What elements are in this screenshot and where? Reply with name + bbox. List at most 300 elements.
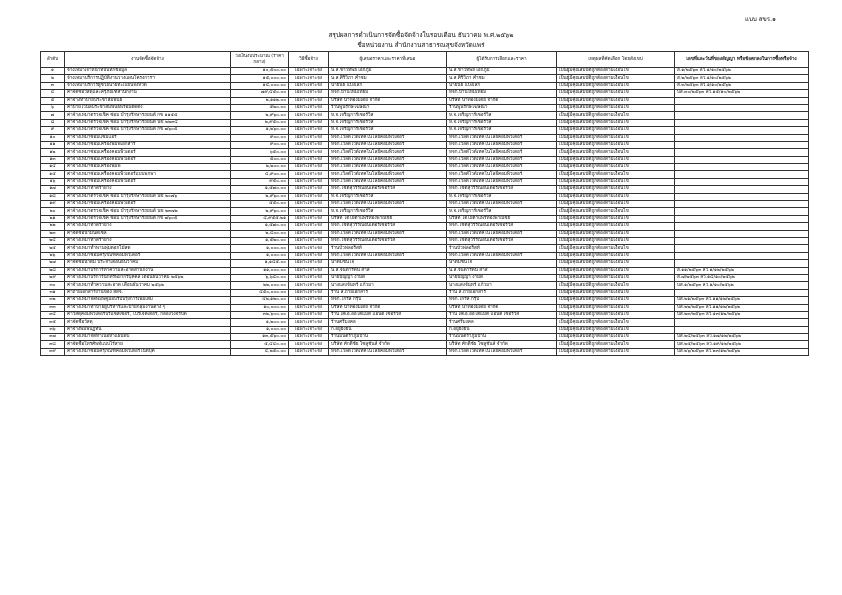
col-bidders-cell: หจก.เวิลด์ไวด์เทคโนโลยีคอมพิวเตอร์ bbox=[329, 141, 447, 148]
col-method-cell: เฉพาะเจาะจง bbox=[289, 326, 329, 333]
col-reason-cell: เป็นผู้มีคุณสมบัติถูกต้องตามเงื่อนไข bbox=[557, 289, 675, 296]
col-winner-cell: ร้านบัวฟลอริสท์ bbox=[447, 245, 557, 252]
table-row bbox=[41, 260, 809, 267]
col-budget-cell: ๑๐,๐๐๐.๐๐ bbox=[231, 304, 289, 311]
agency-name: ชื่อหน่วยงาน สำนักงานสาธารณสุขจังหวัดแพร่ bbox=[357, 41, 485, 49]
col-budget-header: วงเงินงบประมาณ (ราคากลาง) bbox=[231, 52, 289, 68]
col-no-cell: ๑๐ bbox=[41, 134, 65, 141]
col-no-cell: ๓๔ bbox=[41, 311, 65, 318]
col-budget-cell: ๑๕,๐๐๐.๐๐ bbox=[231, 75, 289, 82]
col-reason-cell: เป็นผู้มีคุณสมบัติถูกต้องตามเงื่อนไข bbox=[557, 97, 675, 104]
col-method-cell: เฉพาะเจาะจง bbox=[289, 348, 329, 355]
col-reason-cell: เป็นผู้มีคุณสมบัติถูกต้องตามเงื่อนไข bbox=[557, 201, 675, 208]
col-bidders-cell: หจก.เวิลด์ไวด์เทคโนโลยีคอมพิวเตอร์ bbox=[329, 164, 447, 171]
col-winner-cell: บริษัท น้ำทองมีเดีย จำกัด bbox=[447, 97, 557, 104]
col-contract-cell: บส.๑/๒๕๖๓ ลว.๑/๑๐/๒๕๖๒ bbox=[675, 282, 809, 289]
col-item-cell: ค่าจ้างเหมาซ่อมเครื่องคอมพิวเตอร์ bbox=[65, 201, 231, 208]
col-budget-cell: ๑๔,๐๐๐.๐๐ bbox=[231, 82, 289, 89]
col-budget-cell: ๒,๙๖๐.๐๐ bbox=[231, 193, 289, 200]
col-no-header: ลำดับ bbox=[41, 52, 65, 68]
col-reason-cell: เป็นผู้มีคุณสมบัติถูกต้องตามเงื่อนไข bbox=[557, 119, 675, 126]
col-reason-cell: เป็นผู้มีคุณสมบัติถูกต้องตามเงื่อนไข bbox=[557, 75, 675, 82]
table-row bbox=[41, 178, 809, 185]
col-method-cell: เฉพาะเจาะจง bbox=[289, 112, 329, 119]
col-method-cell: เฉพาะเจาะจง bbox=[289, 215, 329, 222]
col-reason-cell: เป็นผู้มีคุณสมบัติถูกต้องตามเงื่อนไข bbox=[557, 245, 675, 252]
col-budget-cell: ๔๕๐,๐๐๐.๐๐ bbox=[231, 289, 289, 296]
table-row bbox=[41, 297, 809, 304]
table-row bbox=[41, 208, 809, 215]
table-row bbox=[41, 326, 809, 333]
col-no-cell: ๒๘ bbox=[41, 267, 65, 274]
col-winner-cell: หจก.เวิลด์ไวด์เทคโนโลยีคอมพิวเตอร์ bbox=[447, 149, 557, 156]
col-contract-cell: ส.๓/๒๕๖๓ ลว.๑/๑๐/๒๕๖๒ bbox=[675, 82, 809, 89]
table-row bbox=[41, 104, 809, 111]
col-winner-cell: หจก.เวิลด์ไวด์เทคโนโลยีคอมพิวเตอร์ bbox=[447, 252, 557, 259]
col-winner-cell: ห.จ.เจริญการ์เซอร์วิส bbox=[447, 119, 557, 126]
col-item-cell: ค่าจ้างเหมาตรวจเช็ค ซ่อม บำรุงรักษารถยนต์ กข ๗๖๐๕ bbox=[65, 127, 231, 134]
col-winner-header: ผู้ได้รับการเลือกและราคา bbox=[447, 52, 557, 68]
col-contract-cell bbox=[675, 215, 809, 222]
col-reason-cell: เป็นผู้มีคุณสมบัติถูกต้องตามเงื่อนไข bbox=[557, 208, 675, 215]
col-winner-cell: ร้าน ส.ถ่ายเอกสาร bbox=[447, 289, 557, 296]
col-winner-cell: นางแสงจันทร์ แก้วมา bbox=[447, 282, 557, 289]
col-item-cell: ค่าจ้างเหมาตรวจเช็ค ซ่อม บำรุงรักษารถยนต์ นข ๒๓๗๒ bbox=[65, 208, 231, 215]
col-no-cell: ๓๐ bbox=[41, 282, 65, 289]
col-no-cell: ๓๕ bbox=[41, 319, 65, 326]
col-item-cell: ค่าจ้างเหมาทำตรายาง bbox=[65, 237, 231, 244]
table-row bbox=[41, 171, 809, 178]
table-row bbox=[41, 237, 809, 244]
col-method-cell: เฉพาะเจาะจง bbox=[289, 297, 329, 304]
col-no-cell: ๓๑ bbox=[41, 289, 65, 296]
col-reason-cell: เป็นผู้มีคุณสมบัติถูกต้องตามเงื่อนไข bbox=[557, 156, 675, 163]
col-budget-cell: ๗๙,๔๕๐.๐๐ bbox=[231, 90, 289, 97]
col-no-cell: ๓ bbox=[41, 82, 65, 89]
col-contract-cell bbox=[675, 193, 809, 200]
col-reason-cell: เป็นผู้มีคุณสมบัติถูกต้องตามเงื่อนไข bbox=[557, 215, 675, 222]
col-no-cell: ๑๒ bbox=[41, 149, 65, 156]
col-item-cell: ค่าจ้างเหมาบริการทำความสะอาดสำนักงาน bbox=[65, 267, 231, 274]
table-row bbox=[41, 341, 809, 348]
col-contract-cell bbox=[675, 289, 809, 296]
col-bidders-cell: หจก.เวิลด์ไวด์เทคโนโลยีคอมพิวเตอร์ bbox=[329, 230, 447, 237]
col-no-cell: ๑๕ bbox=[41, 171, 65, 178]
col-bidders-cell: ห.จ.เจริญการ์เซอร์วิส bbox=[329, 112, 447, 119]
col-method-cell: เฉพาะเจาะจง bbox=[289, 90, 329, 97]
col-bidders-cell: ห.จ.เจริญการ์เซอร์วิส bbox=[329, 127, 447, 134]
col-bidders-cell: น.ส.ชาวทิพย์ เอกภูมิ bbox=[329, 68, 447, 75]
col-winner-cell: ร้าน เคเอ.ออโต้แมติ แอนด์ เซอร์วิส bbox=[447, 311, 557, 318]
col-reason-header: เหตุผลที่คัดเลือก โดยสังเขป bbox=[557, 52, 675, 68]
col-item-cell: ค่าจ้างเหมาซ่อมเครื่องคอมพิวเตอร์ bbox=[65, 178, 231, 185]
col-no-cell: ๑ bbox=[41, 68, 65, 75]
col-no-cell: ๑๖ bbox=[41, 178, 65, 185]
col-winner-cell: นายนิธิ แปงเล็ก bbox=[447, 82, 557, 89]
col-bidders-cell: บริษัท โตโยต้าแพร่ทองพาณิชย์ bbox=[329, 215, 447, 222]
col-contract-cell: ส.๒/๒๕๖๓ ลว.๑/๑๐/๒๕๖๒ bbox=[675, 75, 809, 82]
col-budget-cell: ๑,๒๖๐.๐๐ bbox=[231, 127, 289, 134]
col-budget-cell: ๖๕๐.๐๐ bbox=[231, 149, 289, 156]
col-no-cell: ๒๙ bbox=[41, 274, 65, 281]
col-method-cell: เฉพาะเจาะจง bbox=[289, 201, 329, 208]
col-bidders-cell: หจก.เวิลด์ไวด์เทคโนโลยีคอมพิวเตอร์ bbox=[329, 134, 447, 141]
col-no-cell: ๒๒ bbox=[41, 223, 65, 230]
col-budget-cell: ๕๐๐.๐๐ bbox=[231, 156, 289, 163]
col-budget-cell: ๔,๒๕๐.๐๐ bbox=[231, 348, 289, 355]
col-winner-cell: น้ำดื่มชินโจ bbox=[447, 260, 557, 267]
col-item-cell: จ้างเหมาบริการปฏิบัติงานวางแผนโครงการฯ bbox=[65, 75, 231, 82]
col-no-cell: ๓๒ bbox=[41, 297, 65, 304]
col-winner-cell: หจก.เวิลด์ไวด์เทคโนโลยีคอมพิวเตอร์ bbox=[447, 156, 557, 163]
col-budget-cell: ๒,๔๐๐.๐๐ bbox=[231, 230, 289, 237]
col-bidders-cell: น้ำดื่มชินโจ bbox=[329, 260, 447, 267]
col-bidders-cell: หจก.โกรลิ์ กรุ๊ป bbox=[329, 297, 447, 304]
table-header-row bbox=[41, 52, 809, 68]
col-budget-cell: ๙๐๐.๐๐ bbox=[231, 141, 289, 148]
col-method-cell: เฉพาะเจาะจง bbox=[289, 149, 329, 156]
col-reason-cell: เป็นผู้มีคุณสมบัติถูกต้องตามเงื่อนไข bbox=[557, 267, 675, 274]
col-winner-cell: ห.จ.เจริญการ์เซอร์วิส bbox=[447, 127, 557, 134]
table-row bbox=[41, 289, 809, 296]
col-contract-cell: บส.๒๕/๒๕๖๓ ลว.๑๙/๑๒/๒๕๖๒ bbox=[675, 341, 809, 348]
col-no-cell: ๑๘ bbox=[41, 193, 65, 200]
col-reason-cell: เป็นผู้มีคุณสมบัติถูกต้องตามเงื่อนไข bbox=[557, 68, 675, 75]
table-row bbox=[41, 141, 809, 148]
col-item-cell: ค่าจัดซื้อโทรศัพท์แบบไร้สาย bbox=[65, 341, 231, 348]
table-row bbox=[41, 245, 809, 252]
col-contract-cell bbox=[675, 201, 809, 208]
col-winner-cell: บริษัท ศักดิ์ชัย โซลูชั่นส์ จำกัด bbox=[447, 341, 557, 348]
col-method-cell: เฉพาะเจาะจง bbox=[289, 282, 329, 289]
col-item-cell: จ้างเหมาบริการผู้ช่วยนายทะเบียนจังหวัด bbox=[65, 82, 231, 89]
col-method-cell: เฉพาะเจาะจง bbox=[289, 178, 329, 185]
col-budget-cell: ๒,๙๖๐.๐๐ bbox=[231, 208, 289, 215]
col-method-cell: เฉพาะเจาะจง bbox=[289, 141, 329, 148]
col-item-cell: ค่าจ้างเหมาซ่อมเครื่องพิมพ์ bbox=[65, 164, 231, 171]
table-row bbox=[41, 267, 809, 274]
col-no-cell: ๒๓ bbox=[41, 230, 65, 237]
col-method-cell: เฉพาะเจาะจง bbox=[289, 186, 329, 193]
col-budget-cell: ๔,๙๐๐.๐๐ bbox=[231, 171, 289, 178]
table-row bbox=[41, 75, 809, 82]
col-contract-cell: บส.๒๔/๒๕๖๓ ลว.๑๗/๑๒/๒๕๖๒ bbox=[675, 334, 809, 341]
col-bidders-cell: หจก.โชติสุวรรณอินเตอร์เซอร์วิส bbox=[329, 186, 447, 193]
col-method-cell: เฉพาะเจาะจง bbox=[289, 252, 329, 259]
col-item-cell: ค่าจ้างเหมาซ่อมเครื่องคอมพิวเตอร์แบบพกพา bbox=[65, 171, 231, 178]
col-bidders-cell: ร้าน ส.ถ่ายเอกสาร bbox=[329, 289, 447, 296]
table-row bbox=[41, 82, 809, 89]
col-reason-cell: เป็นผู้มีคุณสมบัติถูกต้องตามเงื่อนไข bbox=[557, 141, 675, 148]
col-contract-cell bbox=[675, 119, 809, 126]
table-row bbox=[41, 149, 809, 156]
col-contract-cell: บส.๓๐/๒๕๖๓ ลว.๑๕/๑๐/๒๕๖๒ bbox=[675, 90, 809, 97]
col-budget-cell: ๑,๕๒๐.๐๐ bbox=[231, 237, 289, 244]
col-no-cell: ๓๘ bbox=[41, 341, 65, 348]
table-row bbox=[41, 230, 809, 237]
report-title: สรุปผลการดำเนินการจัดซื้อจัดจ้างในรอบเดือน ธันวาคม พ.ศ.๒๕๖๒ bbox=[328, 31, 514, 39]
col-reason-cell: เป็นผู้มีคุณสมบัติถูกต้องตามเงื่อนไข bbox=[557, 274, 675, 281]
col-item-cell: ค่าจ้างเหมาตรวจเช็ค ซ่อม บำรุงรักษารถยนต์ กข ๑๑๕๕ bbox=[65, 112, 231, 119]
col-budget-cell: ๑,๒๐๐.๐๐ bbox=[231, 319, 289, 326]
table-row bbox=[41, 193, 809, 200]
table-row bbox=[41, 156, 809, 163]
procurement-table bbox=[40, 51, 809, 356]
table-row bbox=[41, 164, 809, 171]
col-contract-cell bbox=[675, 164, 809, 171]
col-no-cell: ๒๗ bbox=[41, 260, 65, 267]
col-method-cell: เฉพาะเจาะจง bbox=[289, 311, 329, 318]
col-item-cell: ค่าจ้างเหมาจัดพิมพ์คู่มือปรับปรุงการเพิ่มเติม bbox=[65, 297, 231, 304]
col-bidders-header: ผู้เสนอราคาและราคาที่เสนอ bbox=[329, 52, 447, 68]
col-reason-cell: เป็นผู้มีคุณสมบัติถูกต้องตามเงื่อนไข bbox=[557, 193, 675, 200]
col-reason-cell: เป็นผู้มีคุณสมบัติถูกต้องตามเงื่อนไข bbox=[557, 260, 675, 267]
col-budget-cell: ๕๕๐.๐๐ bbox=[231, 201, 289, 208]
col-winner-cell: ร้านศรีมงคล bbox=[447, 319, 557, 326]
col-winner-cell: หจก.โชติสุวรรณอินเตอร์เซอร์วิส bbox=[447, 186, 557, 193]
col-method-cell: เฉพาะเจาะจง bbox=[289, 237, 329, 244]
col-reason-cell: เป็นผู้มีคุณสมบัติถูกต้องตามเงื่อนไข bbox=[557, 252, 675, 259]
col-winner-cell: หจก.เวิลด์ไวด์เทคโนโลยีคอมพิวเตอร์ bbox=[447, 171, 557, 178]
table-row bbox=[41, 252, 809, 259]
col-item-cell: ค่าจัดซื้อวัสดุและครุภัณฑ์สำนักงาน bbox=[65, 90, 231, 97]
col-contract-cell: บส.๒๓/๒๕๖๓ ลว.๑๓/๑๒/๒๕๖๒ bbox=[675, 311, 809, 318]
col-reason-cell: เป็นผู้มีคุณสมบัติถูกต้องตามเงื่อนไข bbox=[557, 149, 675, 156]
col-budget-cell: ๙๕๐.๐๐ bbox=[231, 178, 289, 185]
col-budget-cell: ๑,๐๐๐.๐๐ bbox=[231, 252, 289, 259]
col-contract-cell bbox=[675, 127, 809, 134]
col-winner-cell: ห.จ.เจริญการ์เซอร์วิส bbox=[447, 112, 557, 119]
col-method-cell: เฉพาะเจาะจง bbox=[289, 82, 329, 89]
col-contract-cell bbox=[675, 149, 809, 156]
col-item-cell: ค่าจ้างเหมาจัดทำเนื้อหาแผ่นพับ bbox=[65, 334, 231, 341]
table-row bbox=[41, 348, 809, 355]
col-bidders-cell: บริษัท น้ำทองมีเดีย จำกัด bbox=[329, 97, 447, 104]
col-contract-cell bbox=[675, 186, 809, 193]
table-row bbox=[41, 334, 809, 341]
col-budget-cell: ๑,๕๗๐.๐๐ bbox=[231, 186, 289, 193]
col-budget-cell: ๕,๔๔๐.๐๐ bbox=[231, 341, 289, 348]
col-contract-cell bbox=[675, 134, 809, 141]
col-reason-cell: เป็นผู้มีคุณสมบัติถูกต้องตามเงื่อนไข bbox=[557, 297, 675, 304]
col-budget-cell: ๒๒,๐๐๐.๐๐ bbox=[231, 282, 289, 289]
col-method-cell: เฉพาะเจาะจง bbox=[289, 267, 329, 274]
col-reason-cell: เป็นผู้มีคุณสมบัติถูกต้องตามเงื่อนไข bbox=[557, 178, 675, 185]
col-no-cell: ๒๖ bbox=[41, 252, 65, 259]
col-contract-cell bbox=[675, 223, 809, 230]
col-winner-cell: หจก.โชติสุวรรณอินเตอร์เซอร์วิส bbox=[447, 237, 557, 244]
col-item-cell: ค่าจ้างเหมาทำความสะอาด เดือนธันวาคม ๒๕๖๒ bbox=[65, 282, 231, 289]
table-row bbox=[41, 304, 809, 311]
col-item-cell: ค่าจัดซื้อวัสดุ bbox=[65, 319, 231, 326]
col-item-cell: ค่าจ้างเหมาซ่อมครุภัณฑ์คอมพิวเตอร์ bbox=[65, 252, 231, 259]
col-reason-cell: เป็นผู้มีคุณสมบัติถูกต้องตามเงื่อนไข bbox=[557, 282, 675, 289]
col-item-cell: จ้างเหมาเจ้าหน้าที่บันทึกข้อมูล bbox=[65, 68, 231, 75]
col-method-header: วิธีซื้อจ้าง bbox=[289, 52, 329, 68]
col-no-cell: ๗ bbox=[41, 112, 65, 119]
col-contract-cell bbox=[675, 97, 809, 104]
col-bidders-cell: ร้านศรีมงคล bbox=[329, 319, 447, 326]
table-row bbox=[41, 282, 809, 289]
table-row bbox=[41, 119, 809, 126]
col-item-cell: ค่าจ้างเหมาซ่อมเครื่องคอมพิวเตอร์ bbox=[65, 156, 231, 163]
col-winner-cell: ก.อยู่ยั่งยืน bbox=[447, 326, 557, 333]
col-bidders-cell: บริษัท น้ำทองมีเดีย จำกัด bbox=[329, 304, 447, 311]
col-contract-cell bbox=[675, 112, 809, 119]
col-method-cell: เฉพาะเจาะจง bbox=[289, 164, 329, 171]
col-budget-cell: ๒,๙๕๐.๐๐ bbox=[231, 119, 289, 126]
col-contract-cell: ส.๗/๒๕๖๓ ลว.๑๔/๑๐/๒๕๖๒ bbox=[675, 274, 809, 281]
col-budget-cell: ๔,๙๕๕.๒๑ bbox=[231, 215, 289, 222]
col-bidders-cell: ห.จ.เจริญการ์เซอร์วิส bbox=[329, 193, 447, 200]
col-item-cell: ค่าจ้างเหมาซ่อมแซมแอร์ bbox=[65, 134, 231, 141]
col-winner-cell: ร้านมนตราภูมิบ้าน bbox=[447, 334, 557, 341]
col-winner-cell: หจก.โกรลิ์ กรุ๊ป bbox=[447, 297, 557, 304]
col-contract-cell bbox=[675, 326, 809, 333]
col-contract-cell bbox=[675, 208, 809, 215]
col-item-cell: ค่าจ้างเหมาทำป้ายผู้บริหารและป้ายกลุ่มงานต่าง ๆ bbox=[65, 304, 231, 311]
col-bidders-cell: น.ส.ศิริวิภา คำชม bbox=[329, 75, 447, 82]
col-winner-cell: น.ส.ชาวทิพย์ เอกภูมิ bbox=[447, 68, 557, 75]
col-winner-cell: หจก.เวิลด์ไวด์เทคโนโลยีคอมพิวเตอร์ bbox=[447, 141, 557, 148]
col-method-cell: เฉพาะเจาะจง bbox=[289, 230, 329, 237]
col-method-cell: เฉพาะเจาะจง bbox=[289, 171, 329, 178]
col-winner-cell: ห.จ.เจริญการ์เซอร์วิส bbox=[447, 208, 557, 215]
col-bidders-cell: ร้าน เคเอ.ออโต้แมติ แอนด์ เซอร์วิส bbox=[329, 311, 447, 318]
col-contract-header: เลขที่และวันที่ของสัญญา หรือข้อตกลงในการซื้อหรือจ้าง bbox=[675, 52, 809, 68]
col-contract-cell: บส.๒๖/๒๕๖๓ ลว.๒๓/๑๒/๒๕๖๒ bbox=[675, 348, 809, 355]
table-row bbox=[41, 215, 809, 222]
table-row bbox=[41, 319, 809, 326]
col-budget-cell: ๙๐๐.๐๐ bbox=[231, 134, 289, 141]
col-no-cell: ๑๔ bbox=[41, 164, 65, 171]
col-budget-cell: ๒,๙๖๐.๐๐ bbox=[231, 112, 289, 119]
col-bidders-cell: น.ส.จินตารัตน์ สาสี bbox=[329, 267, 447, 274]
col-contract-cell bbox=[675, 260, 809, 267]
col-method-cell: เฉพาะเจาะจง bbox=[289, 334, 329, 341]
col-reason-cell: เป็นผู้มีคุณสมบัติถูกต้องตามเงื่อนไข bbox=[557, 326, 675, 333]
col-winner-cell: หจก.เวิลด์ไวด์เทคโนโลยีคอมพิวเตอร์ bbox=[447, 164, 557, 171]
col-winner-cell: หจก.เวิลด์ไวด์เทคโนโลยีคอมพิวเตอร์ bbox=[447, 134, 557, 141]
col-budget-cell: ๑,๕๗๐.๐๐ bbox=[231, 223, 289, 230]
col-budget-cell: ๑,๐๐๐.๐๐ bbox=[231, 326, 289, 333]
col-item-cell: ค่าจ้างเหมาทำพานพุ่มดอกไม้สด bbox=[65, 245, 231, 252]
col-method-cell: เฉพาะเจาะจง bbox=[289, 75, 329, 82]
col-winner-cell: นายปัญญา งามดี bbox=[447, 274, 557, 281]
col-no-cell: ๓๖ bbox=[41, 326, 65, 333]
col-reason-cell: เป็นผู้มีคุณสมบัติถูกต้องตามเงื่อนไข bbox=[557, 304, 675, 311]
col-no-cell: ๒๕ bbox=[41, 245, 65, 252]
col-contract-cell: ส.๑๑/๒๕๖๓ ลว.๑/๑๒/๒๕๖๒ bbox=[675, 267, 809, 274]
table-row bbox=[41, 90, 809, 97]
col-item-cell: ค่าจ้างเหมาตรวจเช็ค ซ่อม บำรุงรักษารถยนต์ กข ๗๖๐๕ bbox=[65, 215, 231, 222]
col-method-cell: เฉพาะเจาะจง bbox=[289, 260, 329, 267]
col-contract-cell bbox=[675, 141, 809, 148]
col-item-cell: ค่าจ้างเหมาซ่อมครุภัณฑ์คอมพิวเตอร์โน๊ตบุ๊ค bbox=[65, 348, 231, 355]
col-bidders-cell: หจก.เวิลด์ไวด์เทคโนโลยีคอมพิวเตอร์ bbox=[329, 156, 447, 163]
col-item-cell: ค่าถ่ายเอกสารงานของ สสจ. bbox=[65, 289, 231, 296]
col-bidders-cell: ร้านพูนรักษ์โฆษณา bbox=[329, 104, 447, 111]
col-bidders-cell: ห.จ.เจริญการ์เซอร์วิส bbox=[329, 208, 447, 215]
table-row bbox=[41, 112, 809, 119]
table-body bbox=[41, 68, 809, 356]
col-no-cell: ๓๙ bbox=[41, 348, 65, 355]
col-method-cell: เฉพาะเจาะจง bbox=[289, 304, 329, 311]
col-no-cell: ๒ bbox=[41, 75, 65, 82]
col-no-cell: ๓๓ bbox=[41, 304, 65, 311]
col-bidders-cell: นายปัญญา งามดี bbox=[329, 274, 447, 281]
col-method-cell: เฉพาะเจาะจง bbox=[289, 104, 329, 111]
col-item-cell: ค่าจ้างทำป้ายประชาสัมพันธ์ bbox=[65, 97, 231, 104]
col-winner-cell: น.ส.ศิริวิภา คำชม bbox=[447, 75, 557, 82]
col-method-cell: เฉพาะเจาะจง bbox=[289, 127, 329, 134]
col-no-cell: ๑๓ bbox=[41, 156, 65, 163]
col-bidders-cell: หจก.เวิลด์ไวด์เทคโนโลยีคอมพิวเตอร์ bbox=[329, 252, 447, 259]
col-no-cell: ๓๗ bbox=[41, 334, 65, 341]
col-item-cell: ค่าป้ายไวนิลประชาสัมพันธ์พร้อมติดตั้ง bbox=[65, 104, 231, 111]
col-budget-cell: ๑,๑๔๕.๐๐ bbox=[231, 260, 289, 267]
col-method-cell: เฉพาะเจาะจง bbox=[289, 119, 329, 126]
col-winner-cell: หจก.เวิลด์ไวด์เทคโนโลยีคอมพิวเตอร์ bbox=[447, 230, 557, 237]
table-row bbox=[41, 97, 809, 104]
col-reason-cell: เป็นผู้มีคุณสมบัติถูกต้องตามเงื่อนไข bbox=[557, 186, 675, 193]
table-row bbox=[41, 68, 809, 75]
col-contract-cell bbox=[675, 104, 809, 111]
table-row bbox=[41, 223, 809, 230]
col-contract-cell bbox=[675, 237, 809, 244]
col-bidders-cell: หจก.โชติสุวรรณอินเตอร์เซอร์วิส bbox=[329, 223, 447, 230]
col-method-cell: เฉพาะเจาะจง bbox=[289, 289, 329, 296]
col-winner-cell: บริษัท โตโยต้าแพร่ทองพาณิชย์ bbox=[447, 215, 557, 222]
col-bidders-cell: บริษัท ศักดิ์ชัย โซลูชั่นส์ จำกัด bbox=[329, 341, 447, 348]
col-reason-cell: เป็นผู้มีคุณสมบัติถูกต้องตามเงื่อนไข bbox=[557, 341, 675, 348]
col-contract-cell: ส.๑/๒๕๖๓ ลว.๑/๑๐/๒๕๖๒ bbox=[675, 68, 809, 75]
col-method-cell: เฉพาะเจาะจง bbox=[289, 193, 329, 200]
col-reason-cell: เป็นผู้มีคุณสมบัติถูกต้องตามเงื่อนไข bbox=[557, 104, 675, 111]
col-item-header: งานจัดซื้อจัดจ้าง bbox=[65, 52, 231, 68]
col-bidders-cell: หจก.เวิลด์ไวด์เทคโนโลยีคอมพิวเตอร์ bbox=[329, 348, 447, 355]
col-no-cell: ๒๐ bbox=[41, 208, 65, 215]
col-reason-cell: เป็นผู้มีคุณสมบัติถูกต้องตามเงื่อนไข bbox=[557, 334, 675, 341]
col-reason-cell: เป็นผู้มีคุณสมบัติถูกต้องตามเงื่อนไข bbox=[557, 223, 675, 230]
col-budget-cell: ๒,๒๐๐.๐๐ bbox=[231, 164, 289, 171]
col-item-cell: ค่าจ้างเหมาทำตรายาง bbox=[65, 223, 231, 230]
col-reason-cell: เป็นผู้มีคุณสมบัติถูกต้องตามเงื่อนไข bbox=[557, 311, 675, 318]
col-item-cell: ค่าวัสดุคอมพิวเตอร์ปรแซสเซอร์, โปรเจคเตอร์, กล้องวงจรปิด bbox=[65, 311, 231, 318]
col-item-cell: ค่าจ้างเหมาตรวจเช็ค ซ่อม บำรุงรักษารถยนต์ นข ๒๒๓๔ bbox=[65, 119, 231, 126]
col-winner-cell: หจก.โชติสุวรรณอินเตอร์เซอร์วิส bbox=[447, 223, 557, 230]
col-bidders-cell: ร้านบัวฟลอริสท์ bbox=[329, 245, 447, 252]
col-method-cell: เฉพาะเจาะจง bbox=[289, 156, 329, 163]
col-bidders-cell: นายนิธิ แปงเล็ก bbox=[329, 82, 447, 89]
col-reason-cell: เป็นผู้มีคุณสมบัติถูกต้องตามเงื่อนไข bbox=[557, 348, 675, 355]
col-winner-cell: หจก.เวิลด์ไวด์เทคโนโลยีคอมพิวเตอร์ bbox=[447, 201, 557, 208]
col-reason-cell: เป็นผู้มีคุณสมบัติถูกต้องตามเงื่อนไข bbox=[557, 230, 675, 237]
col-item-cell: ค่าจ้างเหมาทำตรายาง bbox=[65, 186, 231, 193]
col-bidders-cell: หจก.โชติสุวรรณอินเตอร์เซอร์วิส bbox=[329, 237, 447, 244]
col-budget-cell: ๖,๖๔๐.๐๐ bbox=[231, 274, 289, 281]
col-method-cell: เฉพาะเจาะจง bbox=[289, 223, 329, 230]
col-item-cell: ค่าจัดซื้อน้ำดื่ม ประจำเดือนธันวาคม bbox=[65, 260, 231, 267]
table-row bbox=[41, 127, 809, 134]
col-contract-cell bbox=[675, 171, 809, 178]
col-item-cell: ค่าจ้างเหมาซ่อมเครื่องคอมพิวเตอร์ bbox=[65, 149, 231, 156]
col-reason-cell: เป็นผู้มีคุณสมบัติถูกต้องตามเงื่อนไข bbox=[557, 164, 675, 171]
col-winner-cell: หจก.เวิลด์ไวด์เทคโนโลยีคอมพิวเตอร์ bbox=[447, 348, 557, 355]
col-budget-cell: ๑๓,๕๖๐.๐๐ bbox=[231, 334, 289, 341]
col-contract-cell bbox=[675, 178, 809, 185]
col-method-cell: เฉพาะเจาะจง bbox=[289, 274, 329, 281]
